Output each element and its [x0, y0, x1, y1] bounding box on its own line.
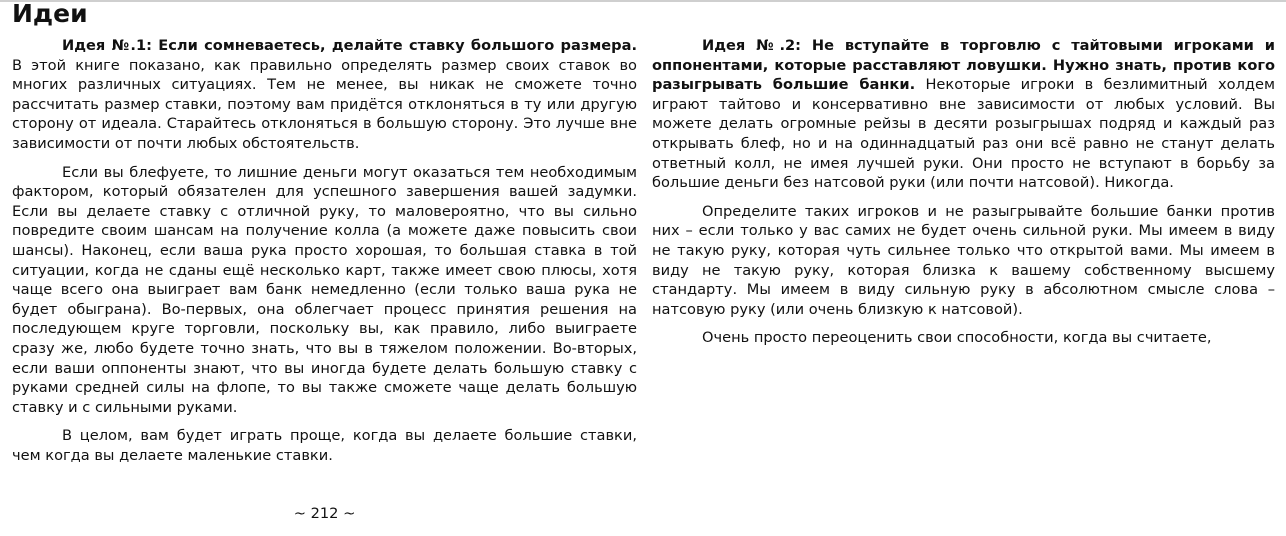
paragraph: Очень просто переоценить свои способности, когда вы считаете,	[702, 329, 1212, 347]
idea-1-text: В этой книге показано, как правильно определять размер своих ставок во многих различных ситуациях. Тем не менее, вы никак не сможете точно рассчитать размер ставки, поэтому вам придётся отклоняться в ту или другую сторону от идеала. Старайтесь отклоняться в большую сторону. Это лучше вне зависимости от почти любых обстоятельств.	[12, 56, 637, 152]
idea-1-heading: Идея №.1: Если сомневаетесь, делайте ставку большого размера.	[62, 37, 637, 54]
left-column	[12, 36, 637, 474]
paragraph-idea-1	[12, 36, 637, 154]
section-title: Идеи	[12, 0, 88, 28]
page-number: ~ 212 ~	[293, 505, 356, 522]
right-column	[652, 36, 1275, 357]
top-divider	[0, 0, 1286, 2]
paragraph-idea-2	[652, 36, 1275, 193]
paragraph: Если вы блефуете, то лишние деньги могут оказаться тем необходимым фактором, который обязателен для успешного завершения вашей задумки. Если вы делаете ставку с отличной руку, то маловероятно, что вы сильно повредите своим шансам на получение колла (а можете даже повысить свои шансы). Наконец, если ваша рука просто хорошая, то большая ставка в той ситуации, когда не сданы ещё несколько карт, также имеет свою плюсы, хотя чаще всего она выиграет вам банк немедленно (если только ваша рука не будет обыграна). Во-первых, она облегчает процесс принятия решения на последующем круге торговли, поскольку вы, как правило, либо выиграете сразу же, любо будете точно знать, что вы в тяжелом положении. Во-вторых, если ваши оппоненты знают, что вы иногда будете делать большую ставку с руками средней силы на флопе, то вы также сможете чаще делать большую ставку и с сильными руками.	[12, 163, 637, 416]
paragraph: В целом, вам будет играть проще, когда вы делаете большие ставки, чем когда вы делаете маленькие ставки.	[12, 427, 637, 464]
idea-2-text: Некоторые игроки в безлимитный холдем играют тайтово и консервативно вне зависимости от любых условий. Вы можете делать огромные рейзы в десяти розыгрышах подряд и каждый раз открывать блеф, но и на одиннадцатый раз они всё равно не станут делать ответный колл, не имея лучшей руки. Они просто не вступают в борьбу за большие деньги без натсовой руки (или почти натсовой). Никогда.	[652, 76, 1275, 192]
idea-2-heading: Идея №.2: Не вступайте в торговлю с тайтовыми игроками и оппонентами, которые расставляют ловушки. Нужно знать, против кого разыгрывать большие банки.	[652, 37, 1275, 94]
paragraph: Определите таких игроков и не разыгрывайте большие банки против них – если только у вас самих не будет очень сильной руки. Мы имеем в виду не такую руку, которая чуть сильнее только что открытой вами. Мы имеем в виду не такую руку, которая близка к вашему собственному высшему стандарту. Мы имеем в виду сильную руку в абсолютном смысле слова – натсовую руку (или очень близкую к натсовой).	[652, 202, 1275, 318]
